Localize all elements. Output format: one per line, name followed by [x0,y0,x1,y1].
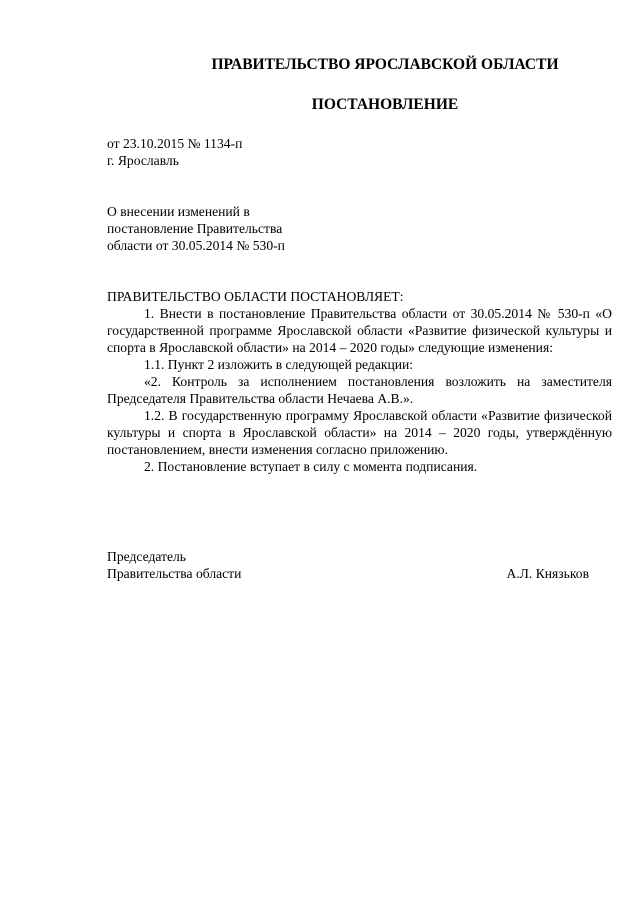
signature-block [107,548,589,582]
subject-line-1: О внесении изменений в [107,204,250,219]
signatory-title-line-2: Правительства области [107,566,242,581]
document-body [107,288,612,475]
document-subject [107,203,285,254]
document-type-title: ПОСТАНОВЛЕНИЕ [311,96,459,113]
date-number: от 23.10.2015 № 1134-п [107,136,243,151]
subject-line-2: постановление Правительства [107,221,283,236]
signatory-title-line-1: Председатель [107,549,186,564]
place: г. Ярославль [107,153,179,168]
preamble: ПРАВИТЕЛЬСТВО ОБЛАСТИ ПОСТАНОВЛЯЕТ: [107,289,404,304]
signatory-name: А.Л. Князьков [506,566,589,581]
paragraph-1-1: 1.1. Пункт 2 изложить в следующей редакции: [144,357,414,372]
paragraph-1: 1. Внести в постановление Правительства области от 30.05.2014 № 530-п «О государственной программе Ярославской области «Развитие физической культуры и спорта в Ярославской области» на 2014 – 2020 годы» следующие изменения: [107,306,612,355]
paragraph-2: 2. Постановление вступает в силу с момента подписания. [144,459,478,474]
signature-row [107,565,589,582]
paragraph-1-1-quote: «2. Контроль за исполнением постановления возложить на заместителя Председателя Правительства области Нечаева А.В.». [107,374,612,406]
subject-line-3: области от 30.05.2014 № 530-п [107,238,285,253]
paragraph-1-2: 1.2. В государственную программу Ярославской области «Развитие физической культуры и спорта в Ярославской области» на 2014 – 2020 годы, утверждённую постановлением, внести изменения согласно приложению. [107,408,612,457]
document-meta [107,135,242,169]
organization-title: ПРАВИТЕЛЬСТВО ЯРОСЛАВСКОЙ ОБЛАСТИ [211,56,559,73]
